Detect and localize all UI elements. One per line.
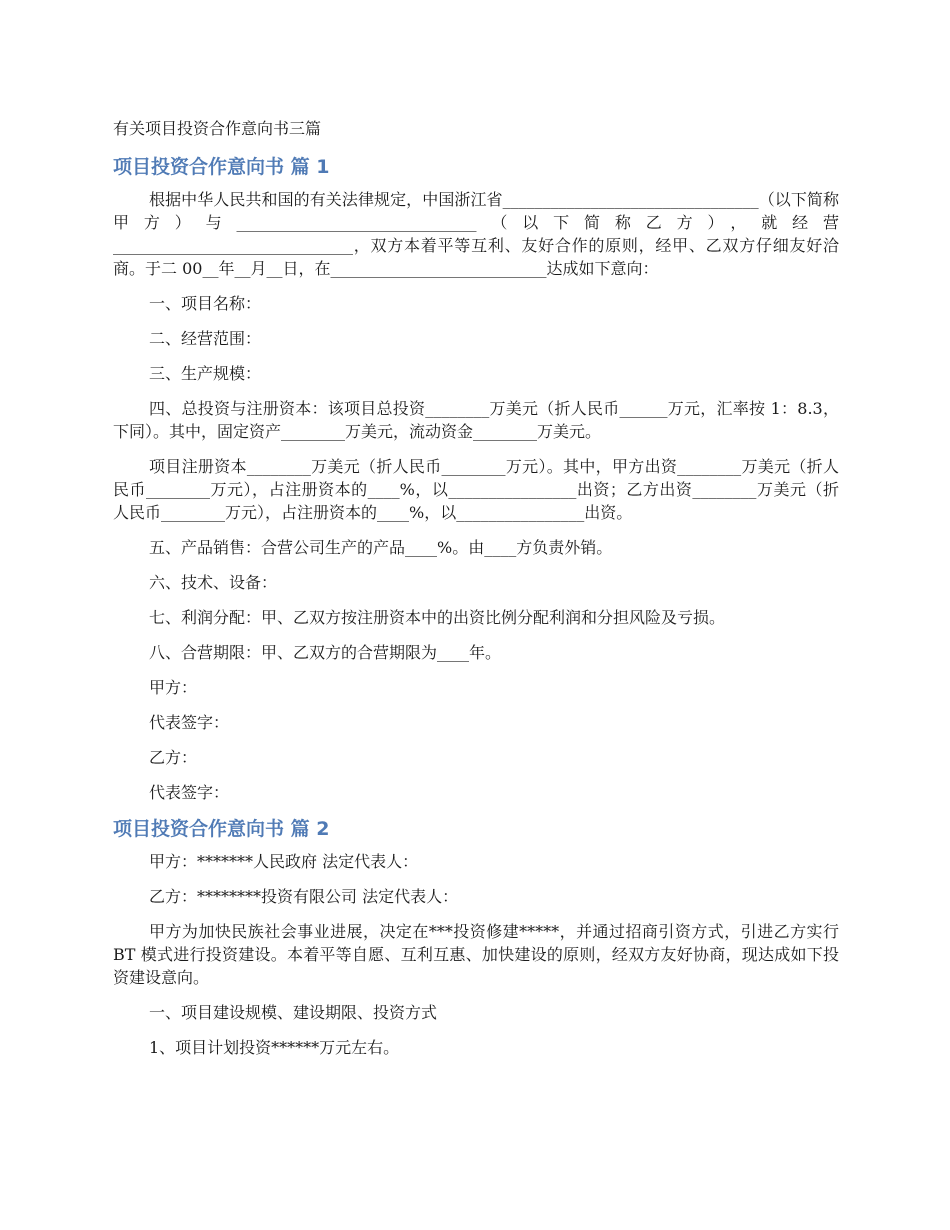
document-title: 有关项目投资合作意向书三篇 (113, 119, 322, 138)
paragraph-party-a: 甲方： (149, 678, 198, 697)
section-heading-1: 项目投资合作意向书 篇 1 (113, 156, 330, 178)
paragraph-total-investment: 四、总投资与注册资本：该项目总投资________万美元（折人民币______万元，汇率按 1：8.3，下同）。其中，固定资产________万美元，流动资金________万美元。 (113, 399, 839, 441)
document-page (113, 118, 839, 1071)
paragraph-construction-scale: 一、项目建设规模、建设期限、投资方式 (149, 1003, 438, 1022)
paragraph-party-b: 乙方： (149, 748, 198, 767)
paragraph-party-b-company: 乙方：********投资有限公司 法定代表人： (149, 887, 459, 906)
paragraph-representative-signature-a: 代表签字： (149, 713, 230, 732)
section-heading-2: 项目投资合作意向书 篇 2 (113, 818, 330, 840)
paragraph-production-scale: 三、生产规模： (149, 364, 262, 383)
paragraph-business-scope: 二、经营范围： (149, 329, 262, 348)
paragraph-planned-investment: 1、项目计划投资******万元左右。 (149, 1038, 400, 1057)
paragraph-technology-equipment: 六、技术、设备： (149, 573, 278, 592)
paragraph-party-a-government: 甲方：*******人民政府 法定代表人： (149, 852, 419, 871)
paragraph-registered-capital: 项目注册资本________万美元（折人民币________万元）。其中，甲方出资________万美元（折人民币________万元），占注册资本的____%，以________________出资；乙方出资________万美元（折人民币________万元），占注册资本的____%，以________________出资。 (113, 457, 839, 522)
paragraph-profit-distribution: 七、利润分配：甲、乙双方按注册资本中的出资比例分配利润和分担风险及亏损。 (149, 608, 726, 627)
paragraph-product-sales: 五、产品销售：合营公司生产的产品____%。由____方负责外销。 (149, 538, 613, 557)
paragraph-representative-signature-b: 代表签字： (149, 783, 230, 802)
paragraph-bt-mode-intro: 甲方为加快民族社会事业进展，决定在***投资修建*****，并通过招商引资方式，引进乙方实行 BT 模式进行投资建设。本着平等自愿、互利互惠、加快建设的原则，经双方友好协商，现达成如下投资建设意向。 (113, 922, 839, 987)
paragraph-intro: 根据中华人民共和国的有关法律规定，中国浙江省________________________________（以下简称甲方）与______________________________（以下简称乙方），就经营______________________________，双方本着平等互利、友好合作的原则，经甲、乙双方仔细友好洽商。于二 00__年__月__日，在___________________________达成如下意向： (113, 190, 839, 278)
paragraph-joint-venture-term: 八、合营期限：甲、乙双方的合营期限为____年。 (149, 643, 502, 662)
paragraph-project-name: 一、项目名称： (149, 294, 262, 313)
